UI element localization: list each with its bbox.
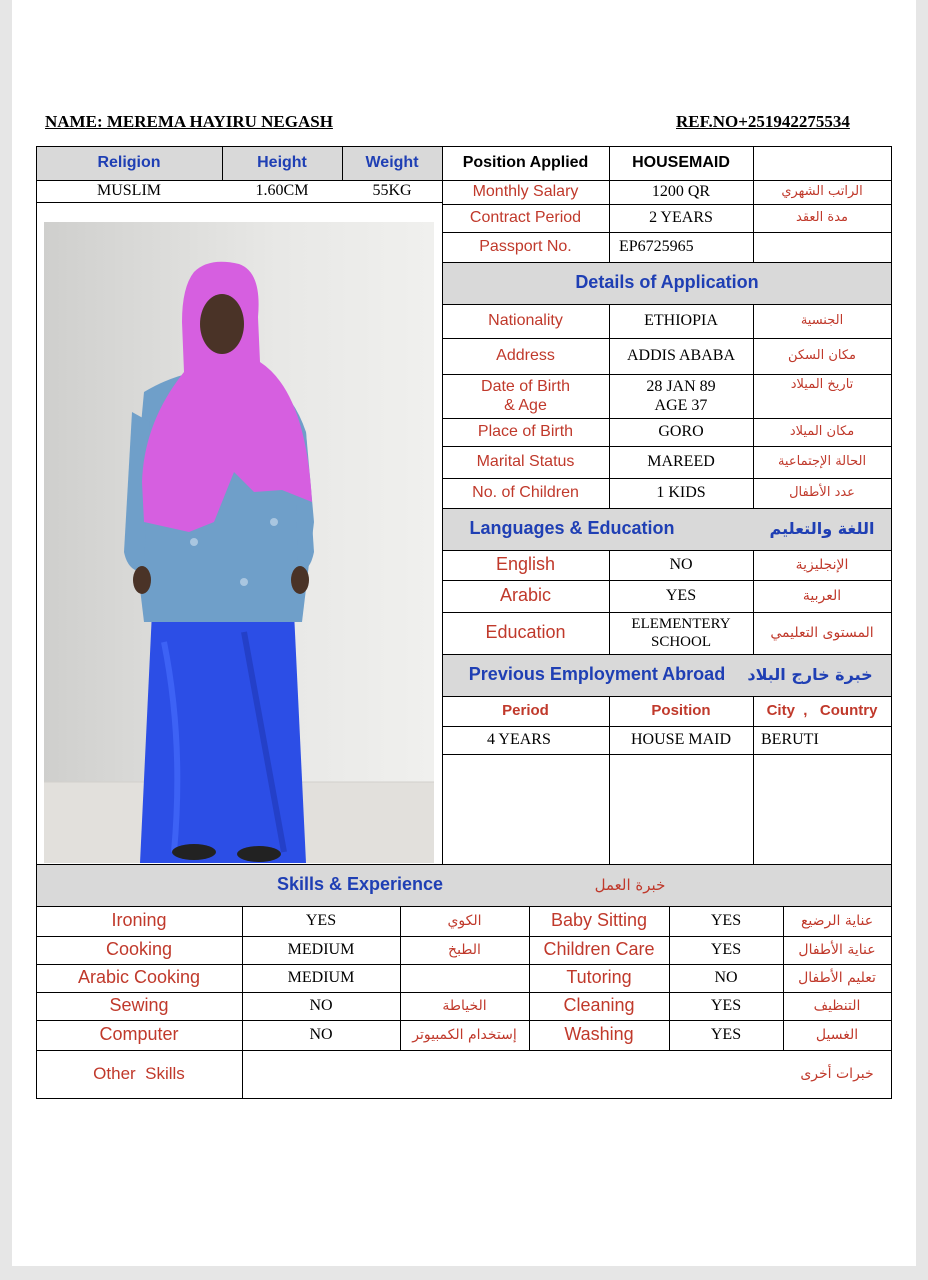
skills-section-title-ar: خبرة العمل bbox=[594, 876, 666, 894]
languages-section-title-ar: اللغة والتعليم bbox=[769, 519, 875, 539]
arabic-ar: العربية bbox=[802, 587, 842, 604]
skill-right-label: Washing bbox=[564, 1024, 634, 1045]
skill-left-ar: إستخدام الكمبيوتر bbox=[412, 1026, 517, 1043]
dob-ar: تاريخ الميلاد bbox=[790, 377, 854, 393]
english-ar: الإنجليزية bbox=[795, 556, 849, 573]
position-header: Position bbox=[651, 702, 711, 719]
height-value: 1.60CM bbox=[255, 182, 309, 200]
english-label: English bbox=[495, 554, 556, 575]
applicant-photo bbox=[44, 222, 434, 863]
period-header: Period bbox=[502, 702, 549, 719]
skill-right-label: Children Care bbox=[543, 939, 655, 960]
employment-section-title-ar: خبرة خارج البلاد bbox=[747, 665, 873, 685]
employment-period-value: 4 YEARS bbox=[487, 731, 551, 749]
skill-left-value: NO bbox=[309, 1026, 333, 1044]
arabic-label: Arabic bbox=[499, 585, 552, 606]
reference-number: REF.NO+251942275534 bbox=[676, 112, 850, 131]
city-country-header: City , Country bbox=[766, 702, 878, 719]
address-ar: مكان السكن bbox=[787, 348, 857, 364]
education-value-line1: ELEMENTERY bbox=[631, 616, 731, 632]
arabic-value: YES bbox=[665, 587, 697, 605]
skill-right-value: YES bbox=[710, 997, 742, 1015]
skill-right-label: Tutoring bbox=[566, 967, 632, 988]
contract-period-label: Contract Period bbox=[469, 209, 582, 227]
monthly-salary-label: Monthly Salary bbox=[472, 183, 579, 201]
skill-left-label: Sewing bbox=[109, 995, 169, 1016]
place-of-birth-label: Place of Birth bbox=[477, 423, 574, 441]
skill-left-ar: الخياطة bbox=[442, 997, 487, 1014]
education-value bbox=[609, 612, 753, 654]
marital-status-ar: الحالة الإجتماعية bbox=[777, 454, 867, 470]
position-applied-value: HOUSEMAID bbox=[632, 154, 730, 172]
skill-right-ar: عناية الأطفال bbox=[798, 941, 876, 958]
skill-right-label: Cleaning bbox=[563, 995, 635, 1016]
place-of-birth-ar: مكان الميلاد bbox=[789, 424, 855, 440]
place-of-birth-value: GORO bbox=[658, 423, 704, 441]
dob-label bbox=[442, 374, 609, 418]
english-value: NO bbox=[669, 556, 693, 574]
education-ar: المستوى التعليمي bbox=[770, 624, 874, 641]
employment-section-title: Previous Employment Abroad bbox=[468, 664, 726, 685]
skill-left-ar: الكوي bbox=[447, 912, 482, 929]
nationality-ar: الجنسية bbox=[800, 313, 844, 329]
employment-position-value: HOUSE MAID bbox=[631, 731, 731, 749]
applicant-name: NAME: MEREMA HAYIRU NEGASH bbox=[45, 112, 333, 131]
skill-right-value: YES bbox=[710, 941, 742, 959]
education-value-line2: SCHOOL bbox=[650, 634, 711, 650]
marital-status-label: Marital Status bbox=[476, 453, 575, 471]
nationality-label: Nationality bbox=[488, 312, 563, 330]
position-applied-label: Position Applied bbox=[462, 154, 589, 172]
other-skills-label: Other Skills bbox=[93, 1063, 185, 1083]
skill-left-label: Computer bbox=[99, 1024, 179, 1045]
skills-section-title: Skills & Experience bbox=[276, 874, 444, 895]
skill-right-value: YES bbox=[710, 912, 742, 930]
weight-header: Weight bbox=[365, 154, 419, 172]
contract-period-value: 2 YEARS bbox=[649, 209, 713, 227]
address-value: ADDIS ABABA bbox=[626, 347, 735, 365]
dob-age: AGE 37 bbox=[654, 397, 708, 414]
contract-period-ar: مدة العقد bbox=[796, 210, 848, 226]
nationality-value: ETHIOPIA bbox=[644, 312, 718, 330]
skill-right-value: YES bbox=[710, 1026, 742, 1044]
employment-city-value: BERUTI bbox=[761, 731, 819, 749]
dob-value bbox=[609, 374, 753, 418]
religion-header: Religion bbox=[97, 154, 161, 172]
skill-right-ar: عناية الرضيع bbox=[800, 912, 874, 929]
passport-label: Passport No. bbox=[479, 238, 572, 256]
skill-right-value: NO bbox=[714, 969, 738, 987]
monthly-salary-value: 1200 QR bbox=[651, 183, 711, 201]
skill-left-ar: الطبخ bbox=[448, 941, 481, 958]
skill-left-value: MEDIUM bbox=[287, 969, 355, 987]
languages-section-title: Languages & Education bbox=[469, 518, 675, 539]
skill-left-value: YES bbox=[305, 912, 337, 930]
weight-value: 55KG bbox=[372, 182, 412, 200]
dob-date: 28 JAN 89 bbox=[646, 377, 716, 395]
other-skills-ar: خبرات أخرى bbox=[800, 1065, 874, 1082]
address-label: Address bbox=[496, 347, 555, 365]
skill-right-label: Baby Sitting bbox=[550, 910, 648, 931]
passport-value: EP6725965 bbox=[619, 238, 694, 256]
skill-left-ar bbox=[400, 964, 529, 992]
skill-right-ar: تعليم الأطفال bbox=[798, 969, 876, 986]
dob-label-line1: Date of Birth bbox=[481, 377, 570, 395]
skill-right-ar: التنظيف bbox=[813, 997, 861, 1014]
skill-left-label: Cooking bbox=[105, 939, 173, 960]
children-value: 1 KIDS bbox=[656, 484, 706, 502]
height-header: Height bbox=[257, 154, 307, 172]
marital-status-value: MAREED bbox=[647, 453, 715, 471]
skill-left-value: NO bbox=[309, 997, 333, 1015]
dob-label-line2: & Age bbox=[504, 397, 547, 414]
skill-right-ar: الغسيل bbox=[815, 1026, 859, 1043]
skill-left-label: Ironing bbox=[111, 910, 167, 931]
religion-value: MUSLIM bbox=[96, 182, 161, 200]
details-section-title: Details of Application bbox=[575, 272, 759, 293]
education-label: Education bbox=[485, 622, 566, 643]
children-label: No. of Children bbox=[472, 484, 579, 502]
children-ar: عدد الأطفال bbox=[789, 485, 855, 501]
skill-left-value: MEDIUM bbox=[287, 941, 355, 959]
monthly-salary-ar: الراتب الشهري bbox=[781, 184, 863, 200]
skill-left-label: Arabic Cooking bbox=[77, 967, 201, 988]
